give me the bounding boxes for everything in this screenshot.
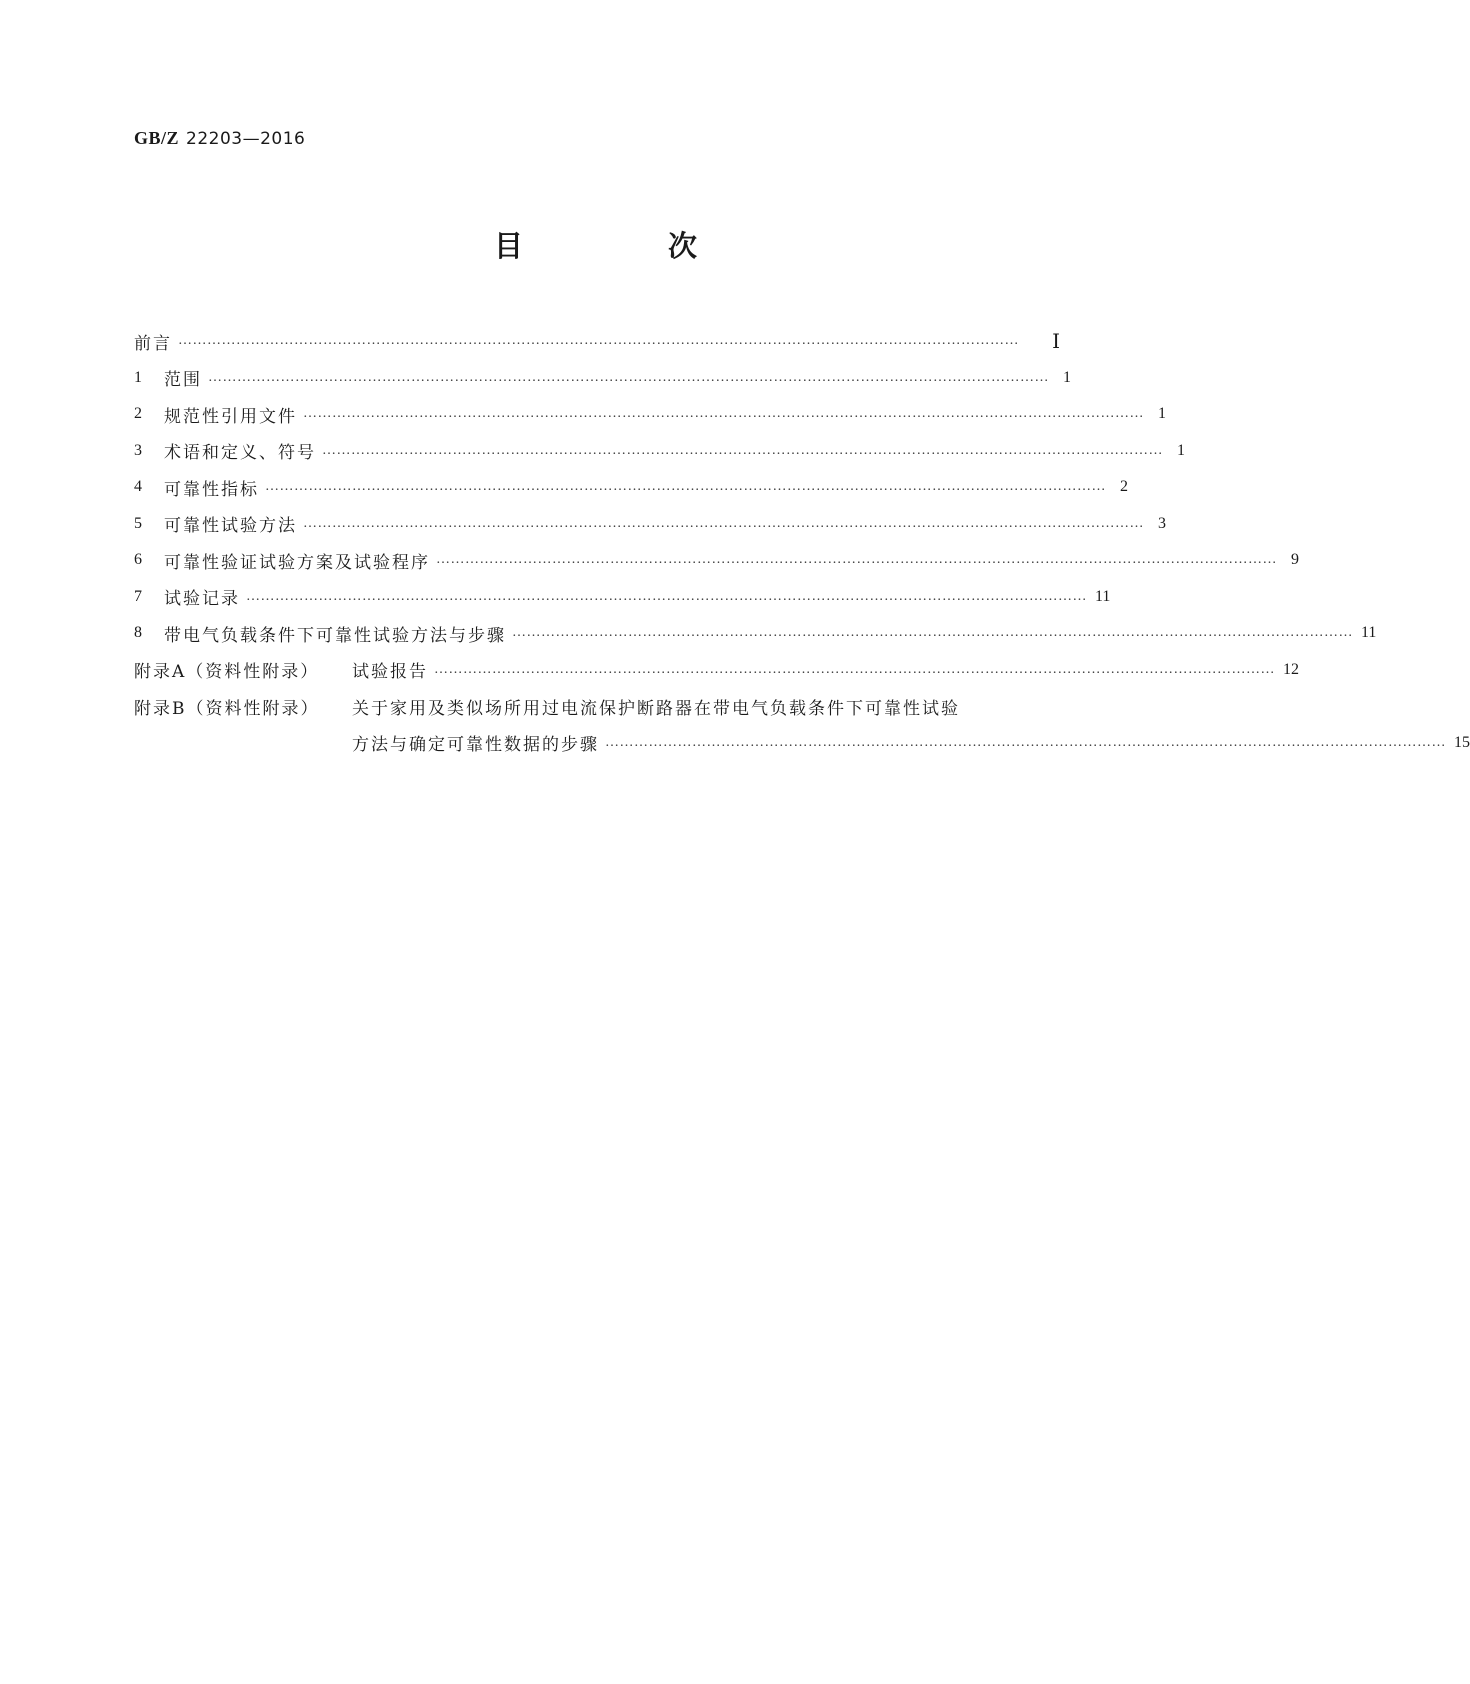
toc-entry-label: 可靠性指标 bbox=[164, 479, 259, 500]
toc-entry-number: 1 bbox=[134, 368, 142, 386]
dot-leader: ………………………………………………………………………………………………………………………………………………………… bbox=[265, 479, 1106, 495]
toc-entry-label: 范围 bbox=[164, 370, 202, 391]
toc-entry-foreword[interactable] bbox=[134, 323, 1060, 360]
toc-entry-8[interactable] bbox=[134, 615, 1377, 652]
document-code-prefix: GB/Z bbox=[134, 128, 180, 148]
toc-entry-page: 1 bbox=[1177, 441, 1185, 459]
toc-entry-number: 7 bbox=[134, 587, 142, 605]
toc-entry-label: 前言 bbox=[134, 333, 172, 354]
document-code-number: 22203—2016 bbox=[186, 129, 306, 149]
toc-entry-1[interactable] bbox=[134, 360, 1071, 397]
toc-entry-6[interactable] bbox=[134, 542, 1299, 579]
appendix-title-line-2: 方法与确定可靠性数据的步骤 bbox=[352, 735, 599, 756]
toc-entry-appendix-a[interactable] bbox=[134, 652, 1299, 689]
toc-entry-3[interactable] bbox=[134, 433, 1185, 470]
document-code bbox=[134, 128, 305, 149]
toc-entry-number: 4 bbox=[134, 478, 142, 496]
appendix-title: 试验报告 bbox=[352, 662, 428, 683]
toc-entry-label: 可靠性验证试验方案及试验程序 bbox=[164, 552, 430, 573]
dot-leader: ………………………………………………………………………………………………………………………………………………………… bbox=[208, 369, 1049, 385]
dot-leader: ………………………………………………………………………………………………………………………………………………………… bbox=[512, 625, 1353, 641]
toc-entry-4[interactable] bbox=[134, 469, 1128, 506]
appendix-label: 附录B（资料性附录） bbox=[134, 698, 320, 719]
toc-entry-label: 规范性引用文件 bbox=[164, 406, 297, 427]
dot-leader: ………………………………………………………………………………………………………………………………………………………… bbox=[303, 515, 1144, 531]
toc-entry-label: 带电气负载条件下可靠性试验方法与步骤 bbox=[164, 625, 506, 646]
toc-entry-7[interactable] bbox=[134, 579, 1111, 616]
dot-leader: ………………………………………………………………………………………………………………………………………………………… bbox=[434, 661, 1275, 677]
table-of-contents bbox=[134, 323, 1470, 761]
dot-leader: ………………………………………………………………………………………………………………………………………………………… bbox=[246, 588, 1087, 604]
toc-entry-5[interactable] bbox=[134, 506, 1166, 543]
appendix-title-line-1: 关于家用及类似场所用过电流保护断路器在带电气负载条件下可靠性试验 bbox=[352, 698, 960, 719]
toc-entry-number: 2 bbox=[134, 405, 142, 423]
toc-entry-page: 12 bbox=[1283, 660, 1299, 678]
toc-entry-page: 1 bbox=[1158, 405, 1166, 423]
page-title: 目 次 bbox=[493, 229, 755, 263]
toc-entry-label: 术语和定义、符号 bbox=[164, 443, 316, 464]
toc-entry-number: 8 bbox=[134, 624, 142, 642]
toc-entry-page: 11 bbox=[1361, 624, 1377, 642]
toc-entry-page: Ⅰ bbox=[1052, 330, 1060, 353]
toc-entry-2[interactable] bbox=[134, 396, 1166, 433]
toc-entry-number: 3 bbox=[134, 441, 142, 459]
dot-leader: ………………………………………………………………………………………………………………………………………………………… bbox=[303, 406, 1144, 422]
toc-entry-number: 5 bbox=[134, 514, 142, 532]
toc-entry-page: 11 bbox=[1095, 587, 1111, 605]
appendix-label: 附录A（资料性附录） bbox=[134, 662, 320, 683]
dot-leader: ………………………………………………………………………………………………………………………………………………………… bbox=[178, 333, 1019, 349]
dot-leader: ………………………………………………………………………………………………………………………………………………………… bbox=[322, 442, 1163, 458]
toc-entry-page: 9 bbox=[1291, 551, 1299, 569]
dot-leader: ………………………………………………………………………………………………………………………………………………………… bbox=[436, 552, 1277, 568]
toc-entry-label: 可靠性试验方法 bbox=[164, 516, 297, 537]
toc-entry-appendix-b-continued[interactable] bbox=[134, 725, 1470, 762]
toc-entry-page: 1 bbox=[1063, 368, 1071, 386]
toc-entry-appendix-b[interactable] bbox=[134, 688, 1060, 725]
toc-entry-number: 6 bbox=[134, 551, 142, 569]
toc-entry-label: 试验记录 bbox=[164, 589, 240, 610]
toc-entry-page: 15 bbox=[1454, 733, 1470, 751]
toc-entry-page: 3 bbox=[1158, 514, 1166, 532]
toc-entry-page: 2 bbox=[1120, 478, 1128, 496]
dot-leader: ………………………………………………………………………………………………………………………………………………………… bbox=[605, 734, 1446, 750]
